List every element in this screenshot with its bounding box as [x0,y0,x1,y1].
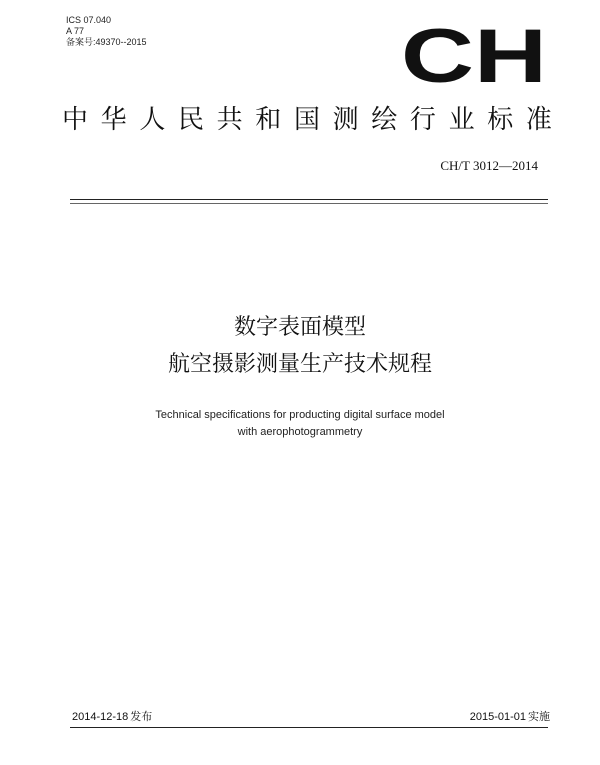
organization-char: 测 [332,105,359,135]
registration-number: 备案号:49370--2015 [66,37,147,47]
title-english-line-1: Technical specifications for producting digital surface model [155,409,445,421]
organization-char: 人 [139,105,166,135]
issue-date-block [72,708,152,724]
title-chinese-line-2: 航空摄影测量生产技术规程 [167,352,432,377]
issue-label: 发布 [130,710,153,723]
header-divider [70,199,548,200]
organization-char: 国 [293,105,320,135]
title-chinese-line-1: 数字表面模型 [233,315,366,340]
category-code: A 77 [66,26,85,36]
ics-code: ICS 07.040 [66,15,112,25]
classification-block [66,15,147,48]
ch-logo [400,22,548,88]
implement-date-block [470,708,550,724]
implement-label: 实施 [528,710,550,723]
organization-char: 准 [525,105,552,135]
header-divider-secondary [70,203,548,204]
title-english-line-2: with aerophotogrammetry [237,426,363,438]
organization-char: 标 [487,105,514,135]
organization-char: 业 [448,105,475,135]
organization-char: 中 [62,105,89,135]
organization-char: 和 [255,105,282,135]
issue-date: 2014-12-18 [72,711,129,723]
organization-char: 华 [100,105,127,135]
implement-date: 2015-01-01 [469,711,526,723]
organization-char: 绘 [371,105,398,135]
footer-divider [70,727,548,728]
organization-char: 共 [216,105,243,135]
standard-code: CH/T 3012—2014 [440,158,538,173]
issuing-organization [62,104,552,136]
organization-char: 行 [409,105,436,135]
ch-logo-text: CH [401,22,547,88]
organization-char: 民 [177,105,204,135]
